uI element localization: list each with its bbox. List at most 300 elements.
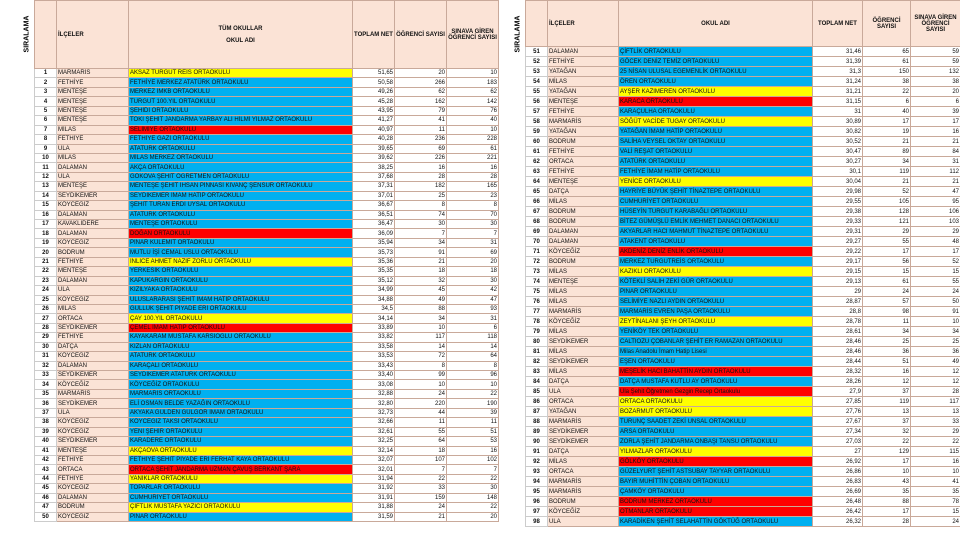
students-cell: 15: [863, 267, 911, 277]
school-cell: AKÇAOVA ORTAOKULU: [129, 446, 353, 455]
school-cell: İNLİCE AHMET NAZİF ZORLU ORTAOKULU: [129, 257, 353, 266]
rank-cell: 42: [35, 455, 57, 464]
students-cell: 21: [395, 257, 447, 266]
district-cell: ORTACA: [57, 465, 129, 474]
students-cell: 34: [863, 157, 911, 167]
exam-cell: 59: [911, 57, 960, 67]
exam-cell: 103: [911, 217, 960, 227]
district-cell: KÖYCEĞİZ: [57, 201, 129, 210]
net-cell: 32,88: [353, 389, 395, 398]
net-cell: 31,94: [353, 474, 395, 483]
school-cell: ATAKENT ORTAOKULU: [619, 237, 813, 247]
exam-cell: 30: [447, 276, 499, 285]
net-cell: 27,9: [813, 387, 863, 397]
rank-cell: 31: [35, 352, 57, 361]
school-cell: ATATÜRK ORTAOKULU: [129, 210, 353, 219]
school-cell: YERKESİK ORTAOKULU: [129, 267, 353, 276]
district-cell: YATAĞAN: [548, 67, 619, 77]
table-row: [526, 487, 960, 497]
net-cell: 30,1: [813, 167, 863, 177]
school-cell: SALİHA VEYSEL OKTAY ORTAOKULU: [619, 137, 813, 147]
district-cell: DALAMAN: [57, 163, 129, 172]
exam-cell: 38: [911, 77, 960, 87]
school-cell: FETHİYE MERKEZ ATATÜRK ORTAOKULU: [129, 78, 353, 87]
school-cell: ATATÜRK ORTAOKULU: [129, 352, 353, 361]
rank-cell: 98: [526, 517, 548, 527]
district-cell: MARMARİS: [57, 69, 129, 78]
exam-cell: 6: [911, 97, 960, 107]
net-cell: 35,35: [353, 267, 395, 276]
exam-cell: 84: [911, 147, 960, 157]
net-cell: 31,21: [813, 87, 863, 97]
students-cell: 34: [395, 314, 447, 323]
rank-cell: 74: [526, 277, 548, 287]
table-row: [35, 116, 499, 125]
table-row: [526, 387, 960, 397]
net-cell: 35,94: [353, 238, 395, 247]
school-cell: YENİKÖY TEK ORTAOKULU: [619, 327, 813, 337]
district-cell: MİLAS: [57, 304, 129, 313]
rank-cell: 28: [35, 323, 57, 332]
district-cell: FETHİYE: [548, 107, 619, 117]
table-row: [35, 408, 499, 417]
table-row: [526, 447, 960, 457]
net-cell: 26,32: [813, 517, 863, 527]
exam-cell: 117: [911, 397, 960, 407]
students-cell: 21: [863, 177, 911, 187]
students-cell: 38: [863, 77, 911, 87]
table-row: [35, 220, 499, 229]
students-cell: 64: [395, 437, 447, 446]
rank-label-vertical: SIRALAMA: [23, 15, 31, 53]
students-cell: 34: [863, 327, 911, 337]
exam-cell: 7: [447, 465, 499, 474]
students-cell: 17: [863, 457, 911, 467]
exam-cell: 24: [911, 517, 960, 527]
net-cell: 28,87: [813, 297, 863, 307]
students-cell: 11: [395, 418, 447, 427]
students-cell: 128: [863, 207, 911, 217]
school-cell: MERKEZ İMKB ORTAOKULU: [129, 87, 353, 96]
exam-cell: 28: [447, 172, 499, 181]
net-cell: 31,46: [813, 47, 863, 57]
table-row: [35, 201, 499, 210]
rank-cell: 9: [35, 144, 57, 153]
students-cell: 34: [395, 238, 447, 247]
rank-cell: 41: [35, 446, 57, 455]
rank-cell: 84: [526, 377, 548, 387]
district-cell: MİLAS: [548, 287, 619, 297]
exam-cell: 36: [911, 347, 960, 357]
students-cell: 22: [863, 87, 911, 97]
net-cell: 26,83: [813, 477, 863, 487]
students-cell: 16: [863, 367, 911, 377]
table-row: [35, 512, 499, 521]
rank-cell: 51: [526, 47, 548, 57]
rank-cell: 61: [526, 147, 548, 157]
district-cell: BODRUM: [548, 207, 619, 217]
net-cell: 28,61: [813, 327, 863, 337]
table-row: [35, 474, 499, 483]
table-row: [35, 380, 499, 389]
school-cell: VALİ REŞAT ORTAOKULU: [619, 147, 813, 157]
exam-cell: 69: [447, 248, 499, 257]
exam-cell: 22: [447, 503, 499, 512]
students-cell: 20: [395, 69, 447, 78]
net-cell: 35,36: [353, 257, 395, 266]
district-cell: BODRUM: [548, 137, 619, 147]
net-cell: 28,26: [813, 377, 863, 387]
district-cell: MİLAS: [548, 77, 619, 87]
exam-cell: 115: [911, 447, 960, 457]
table-row: [526, 427, 960, 437]
table-row: [526, 257, 960, 267]
district-cell: YATAĞAN: [548, 407, 619, 417]
school-cell: GÖKOVA ŞEHİT ÖĞRETMEN ORTAOKULU: [129, 172, 353, 181]
table-row: [35, 389, 499, 398]
students-cell: 10: [395, 380, 447, 389]
table-row: [526, 177, 960, 187]
net-cell: 32,01: [353, 465, 395, 474]
table-row: [35, 427, 499, 436]
school-cell: KIZLAN ORTAOKULU: [129, 342, 353, 351]
students-cell: 44: [395, 408, 447, 417]
school-cell: KAPUKARGIN ORTAOKULU: [129, 276, 353, 285]
exam-cell: 10: [447, 125, 499, 134]
left-ranking-table: [34, 0, 499, 522]
students-cell: 91: [395, 248, 447, 257]
district-cell: ULA: [57, 144, 129, 153]
students-cell: 11: [395, 125, 447, 134]
net-cell: 31,88: [353, 503, 395, 512]
school-cell: ORTACA ŞEHİT JANDARMA UZMAN ÇAVUŞ BERKANT ŞARA: [129, 465, 353, 474]
table-row: [526, 87, 960, 97]
net-cell: 33,58: [353, 342, 395, 351]
district-cell: SEYDİKEMER: [548, 337, 619, 347]
students-cell: 10: [863, 467, 911, 477]
district-cell: FETHİYE: [548, 167, 619, 177]
district-cell: BODRUM: [548, 217, 619, 227]
table-row: [35, 342, 499, 351]
school-cell: Milas Anadolu İmam Hatip Lisesi: [619, 347, 813, 357]
students-cell: 17: [863, 247, 911, 257]
exam-cell: 22: [447, 474, 499, 483]
net-cell: 27,67: [813, 417, 863, 427]
school-cell: AYŞER KAZIMEREN ORTAOKULU: [619, 87, 813, 97]
district-cell: MARMARİS: [548, 307, 619, 317]
district-cell: KAVAKLIDERE: [57, 220, 129, 229]
table-row: [35, 352, 499, 361]
exam-cell: 53: [447, 437, 499, 446]
exam-cell: 40: [447, 116, 499, 125]
rank-cell: 54: [526, 77, 548, 87]
net-cell: 30,04: [813, 177, 863, 187]
net-cell: 33,53: [353, 352, 395, 361]
students-cell: 25: [395, 191, 447, 200]
students-cell: 28: [863, 517, 911, 527]
students-cell: 11: [863, 317, 911, 327]
net-cell: 31,91: [353, 493, 395, 502]
table-row: [35, 248, 499, 257]
school-cell: HÜSEYİN TURGUT KARABAĞLI ORTAOKULU: [619, 207, 813, 217]
exam-cell: 165: [447, 182, 499, 191]
school-cell: OTMANLAR ORTAOKULU: [619, 507, 813, 517]
students-cell: 162: [395, 97, 447, 106]
rank-cell: 4: [35, 97, 57, 106]
students-cell: 74: [395, 210, 447, 219]
exam-cell: 33: [911, 417, 960, 427]
students-cell: 18: [395, 267, 447, 276]
table-row: [35, 182, 499, 191]
school-cell: ZORLA ŞEHİT JANDARMA ONBAŞI TANSU ORTAOKULU: [619, 437, 813, 447]
rank-cell: 83: [526, 367, 548, 377]
table-row: [526, 117, 960, 127]
district-cell: FETHİYE: [57, 455, 129, 464]
school-cell: PINAR KÜLEMİT ORTAOKULU: [129, 238, 353, 247]
exam-cell: 22: [911, 437, 960, 447]
exam-cell: 14: [447, 342, 499, 351]
exam-cell: 15: [911, 267, 960, 277]
net-cell: 30,89: [813, 117, 863, 127]
district-cell: DALAMAN: [57, 210, 129, 219]
exam-cell: 132: [911, 67, 960, 77]
district-cell: BODRUM: [548, 497, 619, 507]
school-cell: 25 NİSAN ULUSAL EGEMENLİK ORTAOKULU: [619, 67, 813, 77]
students-cell: 89: [863, 147, 911, 157]
rank-cell: 5: [35, 106, 57, 115]
rank-cell: 68: [526, 217, 548, 227]
rank-cell: 35: [35, 389, 57, 398]
school-cell: AKYAKA GÜLDEN GÜLGÖR İMAM ORTAOKULU: [129, 408, 353, 417]
students-cell: 119: [863, 167, 911, 177]
students-column-header: ÖĞRENCİ SAYISI: [863, 1, 911, 47]
table-row: [35, 323, 499, 332]
students-cell: 56: [863, 257, 911, 267]
students-cell: 121: [863, 217, 911, 227]
exam-cell: 22: [447, 389, 499, 398]
net-cell: 29,98: [813, 187, 863, 197]
table-row: [526, 507, 960, 517]
students-cell: 32: [863, 427, 911, 437]
table-row: [35, 503, 499, 512]
district-cell: MENTEŞE: [548, 177, 619, 187]
students-cell: 33: [395, 484, 447, 493]
table-row: [35, 371, 499, 380]
rank-cell: 47: [35, 503, 57, 512]
rank-cell: 38: [35, 418, 57, 427]
exam-column-header: SINAVA GİREN ÖĞRENCİ SAYISI: [911, 1, 960, 47]
district-cell: DALAMAN: [548, 47, 619, 57]
exam-cell: 10: [447, 380, 499, 389]
school-cell: ATATÜRK ORTAOKULU: [619, 157, 813, 167]
exam-cell: 190: [447, 399, 499, 408]
net-cell: 29,38: [813, 207, 863, 217]
net-cell: 51,65: [353, 69, 395, 78]
table-row: [526, 227, 960, 237]
school-cell: KAYAKARAM MUSTAFA KARSIOĞLU ORTAOKULU: [129, 333, 353, 342]
net-cell: 27,03: [813, 437, 863, 447]
exam-cell: 228: [447, 135, 499, 144]
table-row: [526, 517, 960, 527]
students-cell: 37: [863, 417, 911, 427]
exam-cell: 18: [447, 267, 499, 276]
district-cell: DATÇA: [57, 342, 129, 351]
district-cell: BODRUM: [57, 248, 129, 257]
school-cell: KÖYCEĞİZ TAKSİ ORTAOKULU: [129, 418, 353, 427]
rank-cell: 25: [35, 295, 57, 304]
exam-cell: 50: [911, 297, 960, 307]
students-cell: 8: [395, 361, 447, 370]
students-cell: 6: [863, 97, 911, 107]
rank-cell: 21: [35, 257, 57, 266]
school-cell: AKSAZ TURGUT REİS ORTAOKULU: [129, 69, 353, 78]
school-cell: FETHİYE ŞEHİT PİYADE ERİ FERHAT KAYA ORTAOKULU: [129, 455, 353, 464]
school-cell: ULUSLARARASI ŞEHİT İMAM HATİP ORTAOKULU: [129, 295, 353, 304]
rank-cell: 1: [35, 69, 57, 78]
students-cell: 105: [863, 197, 911, 207]
exam-cell: 61: [447, 144, 499, 153]
school-cell: MARMARİS EVREN PAŞA ORTAOKULU: [619, 307, 813, 317]
school-cell: ŞEHİT TURAN ERDİ UYSAL ORTAOKULU: [129, 201, 353, 210]
school-cell: ÖREN ORTAOKULU: [619, 77, 813, 87]
table-row: [526, 287, 960, 297]
students-cell: 17: [863, 117, 911, 127]
rank-cell: 44: [35, 474, 57, 483]
district-cell: YATAĞAN: [548, 87, 619, 97]
district-cell: FETHİYE: [548, 57, 619, 67]
table-row: [526, 467, 960, 477]
rank-cell: 90: [526, 437, 548, 447]
school-column-header: OKUL ADI: [619, 1, 813, 47]
school-cell: MENTEŞE ORTAOKULU: [129, 220, 353, 229]
rank-cell: 96: [526, 497, 548, 507]
school-cell: KIZILYAKA ORTAOKULU: [129, 286, 353, 295]
students-cell: 88: [863, 497, 911, 507]
net-cell: 29,55: [813, 197, 863, 207]
district-cell: SEYDİKEMER: [57, 399, 129, 408]
rank-cell: 14: [35, 191, 57, 200]
district-cell: MİLAS: [548, 297, 619, 307]
table-row: [526, 367, 960, 377]
school-cell: KARADERE ORTAOKULU: [129, 437, 353, 446]
students-cell: 61: [863, 277, 911, 287]
district-cell: DALAMAN: [57, 361, 129, 370]
exam-cell: 8: [447, 361, 499, 370]
exam-cell: 30: [447, 484, 499, 493]
school-cell: YILMAZLAR ORTAOKULU: [619, 447, 813, 457]
school-cell: SÖĞÜT VACİDE TUGAY ORTAOKULU: [619, 117, 813, 127]
school-cell: BİTEZ GÜMÜŞLÜ EMLİK MEHMET DANACI ORTAOKULU: [619, 217, 813, 227]
net-cell: 29,15: [813, 267, 863, 277]
exam-cell: 12: [911, 367, 960, 377]
district-cell: KÖYCEĞİZ: [57, 380, 129, 389]
exam-cell: 59: [911, 47, 960, 57]
exam-cell: 70: [447, 210, 499, 219]
table-row: [35, 333, 499, 342]
table-row: [35, 418, 499, 427]
rank-cell: 82: [526, 357, 548, 367]
district-cell: SEYDİKEMER: [548, 357, 619, 367]
school-cell: SEYDİKEMER İMAM HATİP ORTAOKULU: [129, 191, 353, 200]
exam-cell: 7: [447, 229, 499, 238]
school-cell: MENTEŞE ŞEHİT İHSAN PİNNASİ KIVANÇ ŞENSUR ORTAOKULU: [129, 182, 353, 191]
net-cell: 30,47: [813, 147, 863, 157]
net-cell: 26,69: [813, 487, 863, 497]
school-cell: ARSA ORTAOKULU: [619, 427, 813, 437]
rank-cell: 3: [35, 87, 57, 96]
table-row: [35, 125, 499, 134]
net-cell: 29,31: [813, 227, 863, 237]
rank-cell: 7: [35, 125, 57, 134]
school-cell: CALTIOZU ÇOBANLAR ŞEHİT ER RAMAZAN ORTAOKULU: [619, 337, 813, 347]
exam-cell: 142: [447, 97, 499, 106]
table-row: [35, 276, 499, 285]
rank-cell: 40: [35, 437, 57, 446]
school-cell: TOKİ ŞEHİT JANDARMA YARBAY ALİ HİLMİ YILMAZ ORTAOKULU: [129, 116, 353, 125]
district-cell: SEYDİKEMER: [57, 323, 129, 332]
rank-cell: 29: [35, 333, 57, 342]
net-cell: 34,99: [353, 286, 395, 295]
exam-cell: 47: [911, 187, 960, 197]
exam-cell: 24: [911, 287, 960, 297]
exam-cell: 10: [911, 317, 960, 327]
rank-cell: 69: [526, 227, 548, 237]
students-cell: 17: [863, 507, 911, 517]
rank-cell: 26: [35, 304, 57, 313]
rank-cell: 12: [35, 172, 57, 181]
district-cell: FETHİYE: [548, 147, 619, 157]
net-cell: 30,27: [813, 157, 863, 167]
students-cell: 24: [395, 389, 447, 398]
district-cell: MENTEŞE: [57, 97, 129, 106]
net-cell: 39,62: [353, 153, 395, 162]
table-row: [35, 257, 499, 266]
district-cell: DALAMAN: [548, 227, 619, 237]
net-cell: 36,51: [353, 210, 395, 219]
table-row: [35, 361, 499, 370]
students-cell: 21: [395, 512, 447, 521]
rank-cell: 39: [35, 427, 57, 436]
exam-cell: 31: [447, 238, 499, 247]
exam-cell: 102: [447, 455, 499, 464]
net-cell: 32,61: [353, 427, 395, 436]
students-cell: 22: [863, 437, 911, 447]
table-row: [526, 97, 960, 107]
table-title: TÜM OKULLAR: [218, 25, 263, 32]
net-cell: 33,89: [353, 323, 395, 332]
students-cell: 40: [863, 107, 911, 117]
table-row: [526, 47, 960, 57]
school-cell: ÇEMEL İMAM HATİP ORTAOKULU: [129, 323, 353, 332]
net-cell: 28,46: [813, 337, 863, 347]
district-cell: ULA: [57, 408, 129, 417]
exam-cell: 16: [911, 457, 960, 467]
rank-cell: 66: [526, 197, 548, 207]
exam-cell: 221: [447, 153, 499, 162]
table-header-row: [35, 1, 499, 69]
students-cell: 99: [395, 371, 447, 380]
students-cell: 52: [863, 187, 911, 197]
school-cell: HAYRİYE BÜYÜK ŞEHİT TİNAZTEPE ORTAOKULU: [619, 187, 813, 197]
table-row: [35, 229, 499, 238]
exam-cell: 20: [447, 257, 499, 266]
district-cell: SEYDİKEMER: [548, 437, 619, 447]
exam-cell: 31: [911, 157, 960, 167]
district-cell: DATÇA: [548, 377, 619, 387]
district-cell: FETHİYE: [57, 474, 129, 483]
district-cell: MARMARİS: [548, 417, 619, 427]
students-cell: 61: [863, 57, 911, 67]
